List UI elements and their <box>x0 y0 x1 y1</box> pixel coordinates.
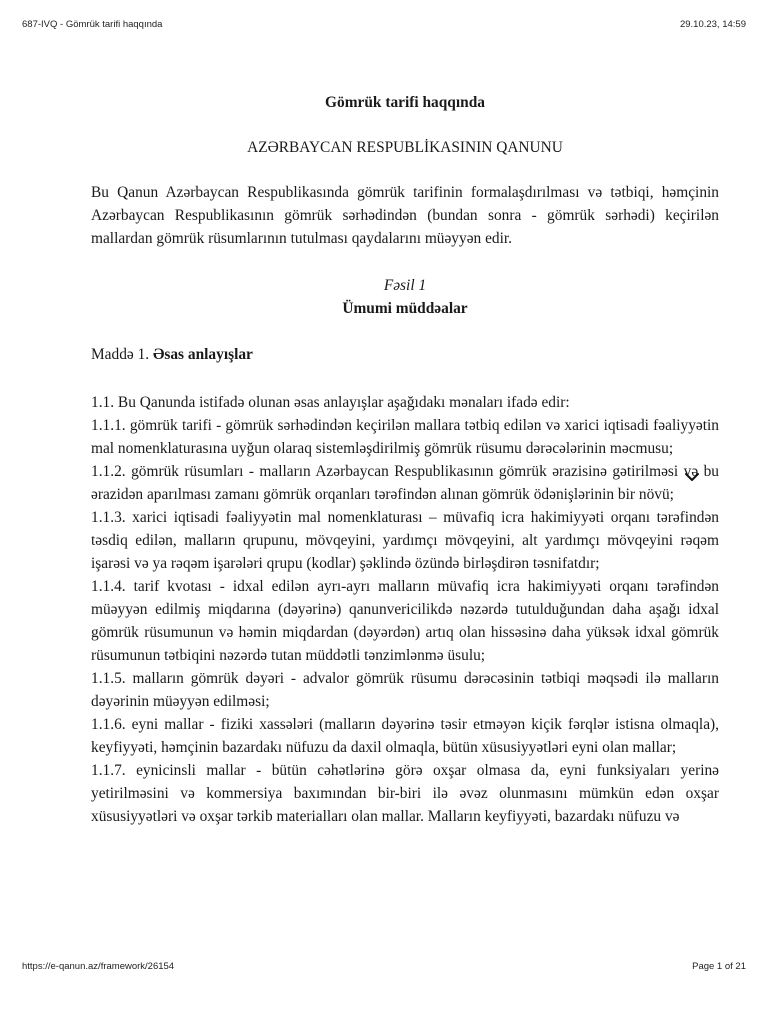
print-header-title: 687-IVQ - Gömrük tarifi haqqında <box>22 19 163 30</box>
paragraph: 1.1.7. eynicinsli mallar - bütün cəhətlərinə görə oxşar olmasa da, eyni funksiyaları yerinə yetirilməsini və kommersiya baxımından bir-biri ilə əvəz olunmasını mümkün edən oxşar xüsusiyyətləri və oxşar tərkib materialları olan mallar. Malların keyfiyyəti, bazardakı nüfuzu və <box>91 762 719 825</box>
paragraph: 1.1.6. eyni mallar - fiziki xassələri (malların dəyərinə təsir etməyən kiçik fərqlər istisna olmaqla), keyfiyyəti, həmçinin bazardakı nüfuzu da daxil olmaqla, bütün xüsusiyyətləri eyni olan mallar; <box>91 716 719 756</box>
paragraph: 1.1.4. tarif kvotası - idxal edilən ayrı-ayrı malların müvafiq icra hakimiyyəti orqanı tərəfindən müəyyən edilmiş miqdarına (dəyərinə) qanunvericilikdə nəzərdə tutulduğundan daha aşağı idxal gömrük rüsumunun və həmin miqdardan (dəyərdən) artıq olan hissəsinə daha yüksək idxal gömrük rüsumunun tətbiqini nəzərdə tutan müddətli tənzimlənmə üsulu; <box>91 578 719 664</box>
document-body <box>91 93 719 828</box>
paragraph: 1.1.1. gömrük tarifi - gömrük sərhədindən keçirilən mallara tətbiq edilən və xarici iqtisadi fəaliyyətin mal nomenklaturasına uyğun olaraq sistemləşdirilmiş gömrük rüsumu dərəcələrinin məcmusu; <box>91 417 719 457</box>
article-name: Əsas anlayışlar <box>153 346 253 363</box>
paragraph: 1.1. Bu Qanunda istifadə olunan əsas anlayışlar aşağıdakı mənaları ifadə edir: <box>91 394 570 411</box>
print-header-datetime: 29.10.23, 14:59 <box>679 19 746 30</box>
paragraph: 1.1.2. gömrük rüsumları - malların Azərbaycan Respublikasının gömrük ərazisinə gətirilməsi və bu ərazidən aparılması zamanı gömrük orqanları tərəfindən alınan gömrük ödənişlərinin bir növü; <box>91 463 719 503</box>
print-footer <box>22 961 746 972</box>
paragraph: 1.1.5. malların gömrük dəyəri - advalor gömrük rüsumu dərəcəsinin tətbiqi məqsədi ilə malların dəyərinin müəyyən edilməsi; <box>91 670 719 710</box>
chapter-number: Fəsil 1 <box>383 277 427 294</box>
document-title: Gömrük tarifi haqqında <box>325 94 485 111</box>
chapter-title: Ümumi müddəalar <box>342 300 468 317</box>
intro-text: Bu Qanun Azərbaycan Respublikasında gömrük tarifinin formalaşdırılması və tətbiqi, həmçinin Azərbaycan Respublikasının gömrük sərhədindən (bundan sonra - gömrük sərhədi) keçirilən mallardan gömrük rüsumlarının tutulması qaydalarını müəyyən edir. <box>91 184 719 247</box>
print-header <box>22 19 746 30</box>
chevron-down-icon[interactable] <box>684 471 700 483</box>
paragraph: 1.1.3. xarici iqtisadi fəaliyyətin mal nomenklaturası – müvafiq icra hakimiyyəti orqanı tərəfindən təsdiq edilən, malların qrupunu, mövqeyini, yardımçı mövqeyini, alt yardımçı mövqeyini rəqəm işarəsi və ya rəqəm işarələri qrupu (kodlar) şəklində özündə birləşdirən təsnifatdır; <box>91 509 719 572</box>
document-intro <box>91 181 719 250</box>
article-heading <box>91 344 719 366</box>
document-subtitle: AZƏRBAYCAN RESPUBLİKASININ QANUNU <box>247 139 563 156</box>
source-url-link[interactable]: https://e-qanun.az/framework/26154 <box>22 961 175 972</box>
page-number: Page 1 of 21 <box>692 961 746 972</box>
article-prefix: Maddə 1. <box>91 346 150 363</box>
